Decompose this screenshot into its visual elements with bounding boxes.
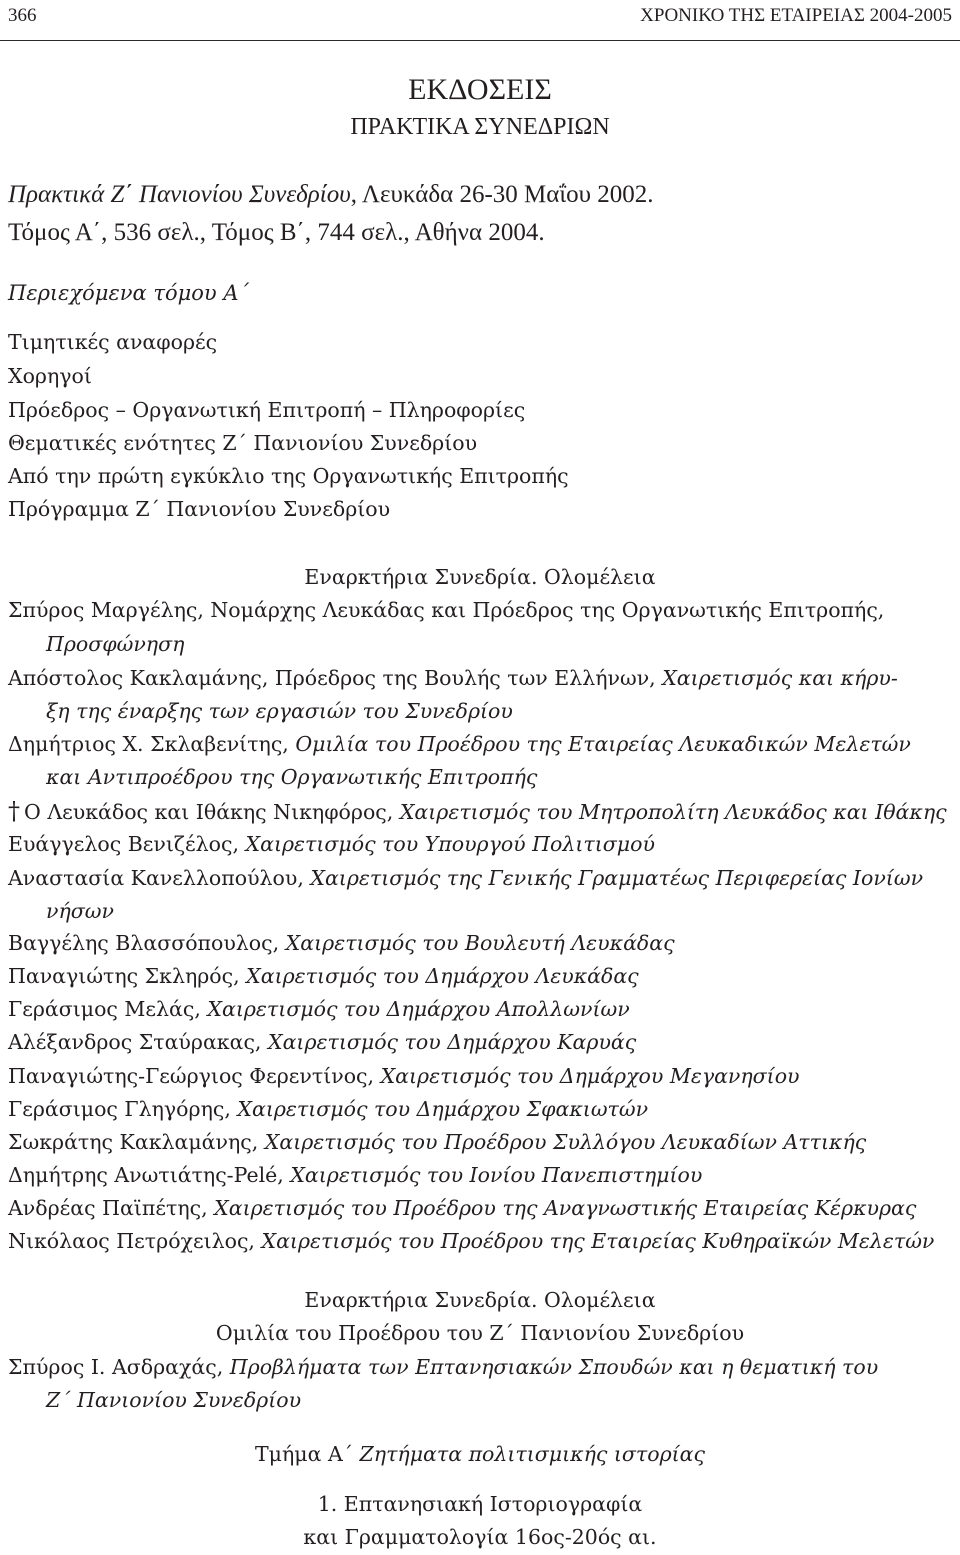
session-heading: Εναρκτήρια Συνεδρία. Ολομέλεια — [304, 1288, 656, 1312]
toc-entry — [8, 997, 630, 1021]
entry-title: Χαιρετισμός του Δημάρχου Απολλωνίων — [207, 997, 630, 1021]
entry-title: Χαιρετισμός του Δημάρχου Λευκάδας — [246, 964, 639, 988]
running-header — [0, 0, 960, 41]
entry-title: Χαιρετισμός της Γενικής Γραμματέως Περιφερείας Ιονίων — [310, 866, 924, 890]
toc-entry — [8, 832, 655, 856]
toc-entry-cont — [46, 899, 114, 923]
subsection-heading: 1. Επτανησιακή Ιστοριογραφία — [317, 1492, 643, 1516]
entry-author: Γεράσιμος Μελάς, — [8, 997, 208, 1021]
publication-reference — [8, 176, 953, 252]
entry-author: Αλέξανδρος Σταύρακας, — [8, 1030, 268, 1054]
entry-title: Ζ΄ Πανιονίου Συνεδρίου — [46, 1388, 302, 1412]
entry-author: Σωκράτης Κακλαμάνης, — [8, 1130, 265, 1154]
toc-entry — [8, 1355, 878, 1379]
list-item: Πρόεδρος – Οργανωτική Επιτροπή – Πληροφορίες — [8, 398, 526, 422]
entry-title: Χαιρετισμός του Δημάρχου Σφακιωτών — [237, 1097, 649, 1121]
entry-title: Προσφώνηση — [46, 632, 185, 656]
section-a-heading — [0, 1442, 960, 1466]
entry-title: Χαιρετισμός του Δημάρχου Μεγανησίου — [380, 1064, 800, 1088]
entry-title: Χαιρετισμός του Βουλευτή Λευκάδας — [285, 931, 675, 955]
toc-entry — [8, 1130, 866, 1154]
publication-title: Πρακτικά Ζ΄ Πανιονίου Συνεδρίου — [8, 181, 351, 208]
entry-author: Σπύρος Μαργέλης, Νομάρχης Λευκάδας και Πρόεδρος της Οργανωτικής Επιτροπής, — [8, 598, 885, 622]
entry-author: Απόστολος Κακλαμάνης, Πρόεδρος της Βουλής των Ελλήνων, — [8, 666, 663, 690]
toc-entry — [8, 666, 898, 690]
toc-entry — [8, 598, 884, 622]
toc-entry-cont — [46, 699, 513, 723]
toc-entry-cont — [46, 632, 184, 656]
toc-entry — [8, 964, 639, 988]
entry-title: και Αντιπροέδρου της Οργανωτικής Επιτροπής — [46, 765, 538, 789]
entry-author: Παναγιώτης Σκληρός, — [8, 964, 247, 988]
entry-author: Βαγγέλης Βλασσόπουλος, — [8, 931, 286, 955]
entry-title: Χαιρετισμός του Μητροπολίτη Λευκάδος και Ιθάκης — [399, 800, 947, 824]
entry-author: Αναστασία Κανελλοπούλου, — [8, 866, 311, 890]
entry-title: νήσων — [46, 899, 114, 923]
entry-author: Ανδρέας Παϊπέτης, — [8, 1196, 215, 1220]
list-item: Τιμητικές αναφορές — [8, 330, 218, 354]
page-number: 366 — [8, 5, 37, 26]
list-item: Από την πρώτη εγκύκλιο της Οργανωτικής Επιτροπής — [8, 464, 569, 488]
subsection-heading-cont: και Γραμματολογία 16ος-20ός αι. — [303, 1525, 657, 1549]
section-a-title: Ζητήματα πολιτισμικής ιστορίας — [359, 1442, 705, 1466]
entry-title: Ομιλία του Προέδρου της Εταιρείας Λευκαδικών Μελετών — [295, 732, 911, 756]
entry-author: Νικόλαος Πετρόχειλος, — [8, 1229, 262, 1253]
toc-entry-cont — [46, 765, 537, 789]
list-item: Θεματικές ενότητες Ζ΄ Πανιονίου Συνεδρίου — [8, 431, 478, 455]
entry-title: Χαιρετισμός του Προέδρου της Αναγνωστικής Εταιρείας Κέρκυρας — [214, 1196, 917, 1220]
entry-title: Προβλήματα των Επτανησιακών Σπουδών και η θεματική του — [229, 1355, 879, 1379]
entry-author: Σπύρος Ι. Ασδραχάς, — [8, 1355, 230, 1379]
toc-entry — [8, 1097, 648, 1121]
entry-author: Γεράσιμος Γληγόρης, — [8, 1097, 238, 1121]
publication-title-rest: , Λευκάδα 26-30 Μαΐου 2002. — [350, 181, 654, 208]
toc-entry — [8, 866, 923, 890]
toc-entry — [8, 1064, 800, 1088]
entry-title: Χαιρετισμός του Υπουργού Πολιτισμού — [245, 832, 655, 856]
entry-title: Χαιρετισμός του Δημάρχου Καρυάς — [267, 1030, 637, 1054]
dagger-icon: † — [8, 797, 20, 825]
entry-author: Δημήτρης Ανωτιάτης-Pelé, — [8, 1163, 291, 1187]
section-title: ΕΚΔΟΣΕΙΣ — [408, 73, 552, 106]
toc-entry — [8, 931, 675, 955]
session-heading: Εναρκτήρια Συνεδρία. Ολομέλεια — [304, 565, 656, 589]
toc-entry — [8, 1163, 702, 1187]
entry-author: Παναγιώτης-Γεώργιος Φερεντίνος, — [8, 1064, 381, 1088]
toc-entry-cont — [46, 1388, 301, 1412]
toc-entry — [8, 732, 911, 756]
entry-title: Χαιρετισμός του Προέδρου της Εταιρείας Κυθηραϊκών Μελετών — [261, 1229, 935, 1253]
session-subheading: Ομιλία του Προέδρου του Ζ΄ Πανιονίου Συνεδρίου — [215, 1321, 745, 1345]
entry-title: Χαιρετισμός του Προέδρου Συλλόγου Λευκαδίων Αττικής — [264, 1130, 867, 1154]
toc-entry — [8, 797, 947, 825]
entry-author: Δημήτριος Χ. Σκλαβενίτης, — [8, 732, 296, 756]
entry-author: Ο Λευκάδος και Ιθάκης Νικηφόρος, — [24, 800, 400, 824]
running-title: ΧΡΟΝΙΚΟ ΤΗΣ ΕΤΑΙΡΕΙΑΣ 2004-2005 — [640, 5, 952, 26]
toc-entry — [8, 1196, 916, 1220]
section-subtitle: ΠΡΑΚΤΙΚΑ ΣΥΝΕΔΡΙΩΝ — [350, 114, 610, 140]
toc-entry — [8, 1229, 934, 1253]
entry-author: Ευάγγελος Βενιζέλος, — [8, 832, 246, 856]
list-item: Χορηγοί — [8, 364, 92, 388]
section-a-label: Τμήμα Α΄ — [255, 1442, 360, 1466]
entry-title: ξη της έναρξης των εργασιών του Συνεδρίου — [46, 699, 513, 723]
entry-title: Χαιρετισμός και κήρυ- — [662, 666, 898, 690]
list-item: Πρόγραμμα Ζ΄ Πανιονίου Συνεδρίου — [8, 497, 391, 521]
publication-volumes: Τόμος Α΄, 536 σελ., Τόμος Β΄, 744 σελ., Αθήνα 2004. — [8, 219, 545, 246]
entry-title: Χαιρετισμός του Ιονίου Πανεπιστημίου — [290, 1163, 703, 1187]
toc-entry — [8, 1030, 636, 1054]
contents-heading: Περιεχόμενα τόμου Α΄ — [8, 281, 249, 305]
